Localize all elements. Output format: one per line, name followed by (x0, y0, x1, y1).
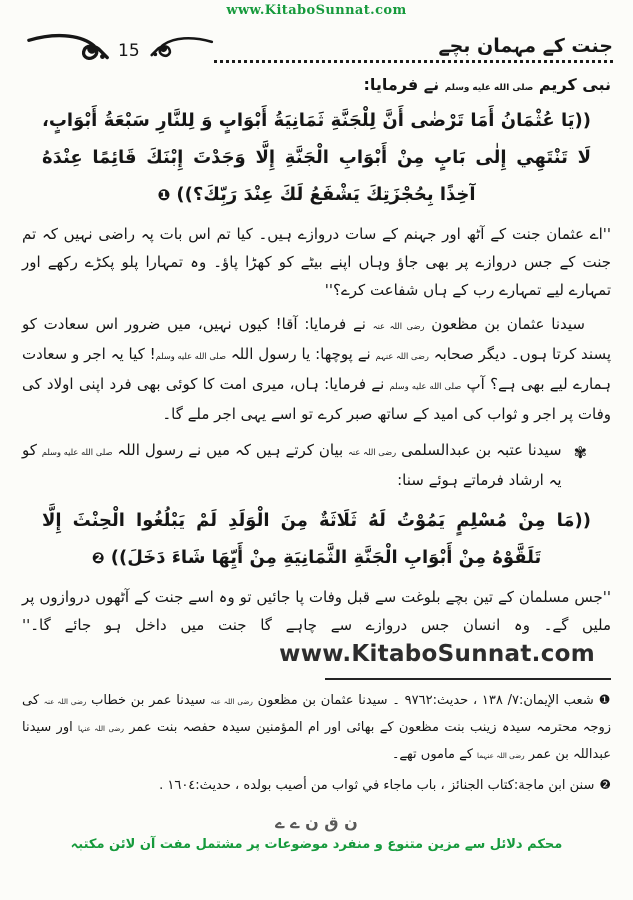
floral-flourish-right-icon (148, 31, 214, 63)
hadith-2-block (22, 436, 611, 494)
text-segment: نے پوچھا: یا رسول اللہ (226, 345, 376, 363)
honorific-stamp: رضی اللہ عنہ (372, 321, 425, 331)
honorific-stamp: رضی اللہ عنہما (477, 750, 525, 760)
text-segment: نبی کریم (533, 75, 611, 94)
honorific-stamp: رضی اللہ عنہ (210, 696, 253, 706)
footer-logo-glyphs: ن ق ن ے ے (275, 812, 358, 832)
honorific-stamp: صلى الله عليه وسلم (155, 351, 227, 361)
honorific-stamp: رضی اللہ عنہم (375, 351, 429, 361)
floral-flourish-left-icon (26, 31, 112, 63)
text-segment: اور سیدنا عبداللہ بن عمر (22, 719, 611, 762)
chapter-title: جنت کے مہمان بچے (438, 35, 613, 57)
text-segment: سیدنا عتبہ بن عبدالسلمی (396, 441, 562, 459)
footnote-ref-1: ❶ (157, 186, 171, 204)
text-segment: سیدنا عثمان بن مظعون (424, 315, 585, 333)
narrator-intro (22, 436, 562, 494)
site-tagline: محکم دلائل سے مزین متنوع و منفرد موضوعات پر مشتمل مفت آن لائن مکتبہ (70, 836, 563, 852)
footnote-1-text (22, 693, 611, 762)
text-segment: کی زوجہ محترمہ سیدہ زینب بنت مظعون کے بھائی اور ام المؤمنین سیدہ حفصہ بنت عمر (22, 692, 611, 735)
page-header (0, 19, 633, 63)
site-url-watermark-middle: www.KitaboSunnat.com (279, 640, 595, 667)
urdu-translation-2-text: ''جس مسلمان کے تین بچے بلوغت سے قبل وفات پا جائیں تو وہ اسے جنت کے آٹھوں دروازوں پر ملیں گے۔ وہ انسان جس دروازے سے چاہے گا جنت میں داخل ہو جائے گا۔'' (22, 588, 611, 634)
honorific-stamp: صلى الله عليه وسلم (444, 83, 534, 93)
arabic-quote-1-text: ((يَا عُثْمَانُ أَمَا تَرْضٰى أَنَّ لِلْجَنَّةِ ثَمَانِيَةُ أَبْوَابٍ وَ لِلنَّارِ سَبْعَةُ أَبْوَابٍ، لَا تَنْتَهِي إِلٰى بَابٍ مِنْ أَبْوَابِ الْجَنَّةِ إِلَّا وَجَدْتَ إِبْنَكَ قَائِمًا عِنْدَهُ آخِذًا بِحُجْزَتِكَ يَشْفَعُ لَكَ عِنْدَ رَبِّكَ؟)) (42, 110, 591, 205)
honorific-stamp: صلى الله عليه وسلم (389, 381, 462, 391)
footnote-1-marker: ❶ (598, 692, 612, 708)
honorific-stamp: رضی اللہ عنہ (43, 696, 87, 706)
arabic-quote-2-text: ((مَا مِنْ مُسْلِمٍ يَمُوْتُ لَهُ ثَلَاثَةٌ مِنَ الْوَلَدِ لَمْ يَبْلُغُوا الْحِنْثَ إِلَّا تَلَقَّوْهُ مِنْ أَبْوَابِ الْجَنَّةِ الثَّمَانِيَةِ مِنْ أَيِّهَا شَاءَ دَخَلَ)) (42, 510, 591, 568)
text-segment: بیان کرتے ہیں کہ میں نے رسول اللہ (112, 441, 349, 459)
honorific-stamp: رضی اللہ عنہا (78, 723, 124, 733)
text-segment: نے فرمایا: (363, 75, 445, 94)
text-segment: سیدنا عمر بن خطاب (86, 692, 211, 708)
urdu-translation-2 (22, 583, 611, 668)
footnote-ref-2: ❷ (91, 549, 105, 567)
text-segment: کو یہ ارشاد فرماتے ہوئے سنا: (22, 441, 562, 489)
text-segment: ! کیا یہ اجر و سعادت ہمارے لیے بھی ہے؟ آپ (22, 345, 612, 393)
intro-line (0, 63, 633, 94)
florette-bullet-icon: ✾ (573, 443, 587, 462)
arabic-quote-1 (42, 102, 591, 214)
footnote-2-marker: ❷ (599, 777, 611, 793)
narration-paragraph (22, 310, 611, 428)
footnote-2-text (159, 778, 594, 793)
site-url-watermark-top: www.KitaboSunnat.com (226, 3, 407, 18)
text-segment: نے فرمایا: ہاں، میری امت کا کوئی بھی فرد اپنی اولاد کی وفات پر اجر و ثواب کی امید کے ساتھ صبر کرے تو اسے یہی اجر ملے گا۔ (22, 375, 611, 423)
text-segment: کے ماموں تھے۔ (391, 746, 478, 762)
text-segment: شعب الإيمان:٧/ ١٣٨ ، حديث:٩٧٦٢ ۔ سیدنا عثمان بن مظعون (252, 692, 594, 708)
footnote-separator (325, 678, 611, 680)
page-number: 15 (118, 41, 140, 61)
honorific-stamp: رضی اللہ عنہ (348, 447, 397, 457)
text-segment: سنن ابن ماجة:كتاب الجنائز ، باب ماجاء في ثواب من أصيب بولده ، حديث:١٦٠٤ . (159, 777, 595, 793)
urdu-translation-1: ''اے عثمان جنت کے آٹھ اور جہنم کے سات دروازے ہیں۔ کیا تم اس بات پہ راضی نہیں کہ تم جنت کے جس دروازے پر بھی جاؤ وہاں اپنے بیٹے کو کھڑا پاؤ۔ وہ تمہارا پلو پکڑے رکھے اور تمہارے لیے تمہارے رب کے ہاں شفاعت کرے؟'' (22, 225, 611, 299)
footnote-2 (22, 773, 611, 799)
arabic-quote-2 (42, 502, 591, 577)
text-segment: نے فرمایا: آقا! کیوں نہیں، میں ضرور اس سعادت کو پسند کرتا ہوں۔ دیگر صحابہ (22, 315, 612, 363)
footnote-1 (22, 688, 611, 769)
footnotes-section (22, 688, 611, 799)
honorific-stamp: صلى الله عليه وسلم (41, 447, 113, 457)
header-rule (214, 35, 613, 63)
